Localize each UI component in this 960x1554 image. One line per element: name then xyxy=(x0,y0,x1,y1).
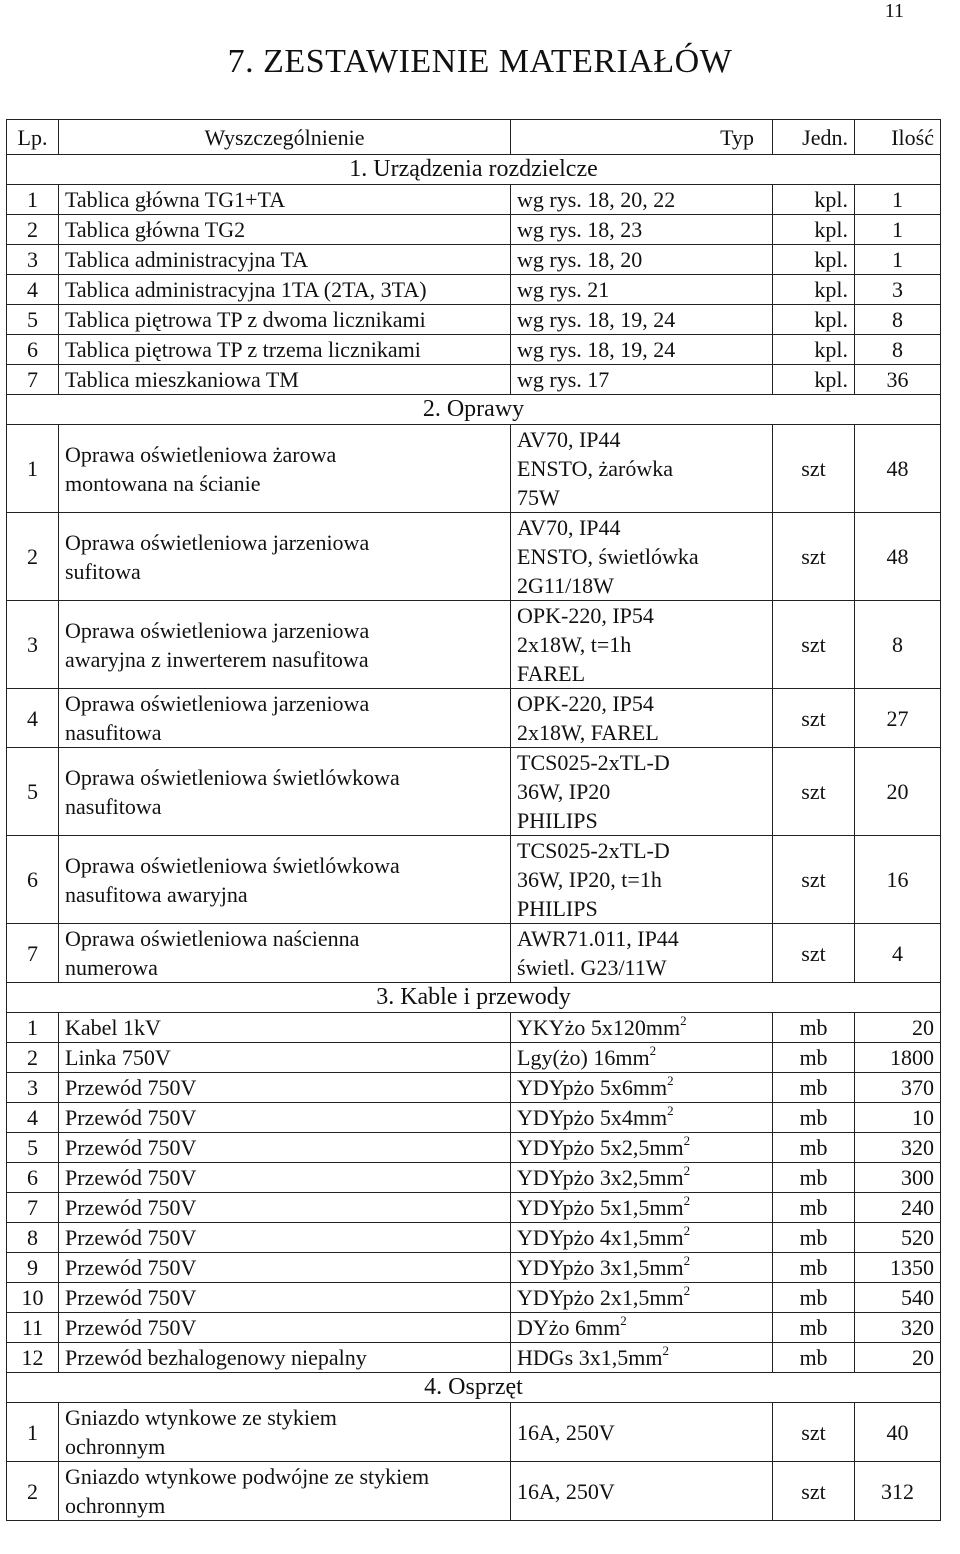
cell-lp: 3 xyxy=(7,601,59,689)
section-title: 4. Osprzęt xyxy=(7,1373,941,1403)
cell-type-superscript: 2 xyxy=(683,1133,691,1148)
header-lp: Lp. xyxy=(7,120,59,155)
cell-unit: mb xyxy=(773,1253,855,1283)
cell-type: wg rys. 18, 23 xyxy=(511,215,773,245)
cell-type-line: ENSTO, żarówka xyxy=(517,456,673,481)
cell-type-superscript: 2 xyxy=(683,1223,691,1238)
section-header-row xyxy=(7,395,941,425)
table-row xyxy=(7,1403,941,1462)
cell-type-line: PHILIPS xyxy=(517,808,598,833)
cell-type-line: ENSTO, świetlówka xyxy=(517,544,699,569)
cell-name-line: Oprawa oświetleniowa świetlówkowa xyxy=(65,764,400,790)
cell-type xyxy=(511,1073,773,1103)
cell-qty: 8 xyxy=(855,335,941,365)
cell-qty: 520 xyxy=(855,1223,941,1253)
table-row xyxy=(7,924,941,983)
cell-type-text: DYżo 6mm xyxy=(517,1315,621,1340)
cell-name: Przewód 750V xyxy=(59,1253,511,1283)
cell-name-line: numerowa xyxy=(65,955,158,980)
cell-type xyxy=(511,513,773,601)
cell-unit: mb xyxy=(773,1313,855,1343)
cell-unit: mb xyxy=(773,1163,855,1193)
cell-unit: kpl. xyxy=(773,245,855,275)
cell-name-line: Oprawa oświetleniowa świetlówkowa xyxy=(65,852,400,878)
cell-qty: 1 xyxy=(855,215,941,245)
cell-type xyxy=(511,748,773,836)
table-row xyxy=(7,185,941,215)
cell-type-text: YDYpżo 2x1,5mm xyxy=(517,1285,684,1310)
cell-type xyxy=(511,1013,773,1043)
cell-type xyxy=(511,1343,773,1373)
cell-name-line: Gniazdo wtynkowe podwójne ze stykiem xyxy=(65,1464,430,1489)
cell-name: Tablica główna TG1+TA xyxy=(59,185,511,215)
cell-type-text: YDYpżo 3x2,5mm xyxy=(517,1165,684,1190)
cell-lp: 7 xyxy=(7,924,59,983)
table-row xyxy=(7,215,941,245)
cell-type xyxy=(511,425,773,513)
cell-qty: 1800 xyxy=(855,1043,941,1073)
cell-name xyxy=(59,513,511,601)
cell-type xyxy=(511,1133,773,1163)
cell-name xyxy=(59,601,511,689)
cell-name: Przewód bezhalogenowy niepalny xyxy=(59,1343,511,1373)
cell-unit: mb xyxy=(773,1103,855,1133)
table-row xyxy=(7,1283,941,1313)
header-name: Wyszczególnienie xyxy=(59,120,511,155)
cell-type-line: świetl. G23/11W xyxy=(517,955,667,980)
cell-qty: 20 xyxy=(855,1013,941,1043)
cell-qty: 300 xyxy=(855,1163,941,1193)
cell-unit: kpl. xyxy=(773,185,855,215)
table-row xyxy=(7,513,941,601)
cell-type-superscript: 2 xyxy=(620,1313,627,1328)
cell-lp: 1 xyxy=(7,185,59,215)
cell-type xyxy=(511,1193,773,1223)
cell-unit: mb xyxy=(773,1193,855,1223)
cell-qty: 8 xyxy=(855,305,941,335)
cell-type: wg rys. 17 xyxy=(511,365,773,395)
cell-type-text: YDYpżo 4x1,5mm xyxy=(517,1225,684,1250)
cell-unit: mb xyxy=(773,1283,855,1313)
cell-type-line: 2G11/18W xyxy=(517,573,614,598)
cell-lp: 4 xyxy=(7,1103,59,1133)
cell-type-superscript: 2 xyxy=(667,1103,674,1118)
table-row xyxy=(7,245,941,275)
cell-name: Linka 750V xyxy=(59,1043,511,1073)
cell-unit: mb xyxy=(773,1043,855,1073)
cell-unit: szt xyxy=(773,1403,855,1462)
table-row xyxy=(7,1043,941,1073)
table-row xyxy=(7,1103,941,1133)
cell-qty: 20 xyxy=(855,748,941,836)
cell-type-line: AV70, IP44 xyxy=(517,515,621,540)
cell-type-line: TCS025-2xTL-D xyxy=(517,838,670,863)
cell-type-text: YDYpżo 5x1,5mm xyxy=(517,1195,684,1220)
cell-qty: 20 xyxy=(855,1343,941,1373)
cell-qty: 10 xyxy=(855,1103,941,1133)
cell-unit: kpl. xyxy=(773,305,855,335)
header-qty: Ilość xyxy=(855,120,941,155)
table-row xyxy=(7,1163,941,1193)
cell-type-line: OPK-220, IP54 xyxy=(517,603,654,628)
cell-unit: mb xyxy=(773,1073,855,1103)
cell-qty: 48 xyxy=(855,425,941,513)
section-title: 3. Kable i przewody xyxy=(7,983,941,1013)
cell-name: Przewód 750V xyxy=(59,1193,511,1223)
table-row xyxy=(7,425,941,513)
table-row xyxy=(7,335,941,365)
cell-unit: mb xyxy=(773,1133,855,1163)
cell-unit: kpl. xyxy=(773,365,855,395)
cell-type: 16A, 250V xyxy=(511,1462,773,1521)
cell-qty: 8 xyxy=(855,601,941,689)
table-row xyxy=(7,365,941,395)
cell-name-line: Oprawa oświetleniowa żarowa xyxy=(65,441,337,467)
cell-type: wg rys. 18, 19, 24 xyxy=(511,335,773,365)
table-row xyxy=(7,275,941,305)
header-type: Typ xyxy=(511,120,773,155)
cell-lp: 2 xyxy=(7,513,59,601)
cell-type-line: AWR71.011, IP44 xyxy=(517,926,679,951)
cell-qty: 16 xyxy=(855,836,941,924)
cell-name: Przewód 750V xyxy=(59,1283,511,1313)
table-row xyxy=(7,1313,941,1343)
cell-lp: 2 xyxy=(7,215,59,245)
cell-name: Przewód 750V xyxy=(59,1313,511,1343)
cell-type-superscript: 2 xyxy=(683,1163,691,1178)
cell-type-text: YDYpżo 5x4mm xyxy=(517,1105,668,1130)
cell-type-line: 2x18W, FAREL xyxy=(517,720,659,745)
cell-name: Przewód 750V xyxy=(59,1133,511,1163)
cell-name: Tablica administracyjna TA xyxy=(59,245,511,275)
table-row xyxy=(7,836,941,924)
table-row xyxy=(7,1253,941,1283)
cell-name xyxy=(59,924,511,983)
page-number: 11 xyxy=(884,0,904,22)
cell-unit: szt xyxy=(773,513,855,601)
cell-type-line: PHILIPS xyxy=(517,896,598,921)
cell-type-line: AV70, IP44 xyxy=(517,427,621,452)
cell-qty: 1350 xyxy=(855,1253,941,1283)
cell-type-line: 75W xyxy=(517,485,560,510)
cell-name-line: Oprawa oświetleniowa jarzeniowa xyxy=(65,529,370,555)
cell-type: wg rys. 18, 19, 24 xyxy=(511,305,773,335)
cell-type-line: 36W, IP20, t=1h xyxy=(517,867,662,892)
cell-lp: 4 xyxy=(7,275,59,305)
cell-type-text: Lgy(żo) 16mm xyxy=(517,1045,650,1070)
cell-name-line: Gniazdo wtynkowe ze stykiem xyxy=(65,1405,337,1430)
section-header-row xyxy=(7,155,941,185)
cell-lp: 6 xyxy=(7,335,59,365)
cell-name: Przewód 750V xyxy=(59,1223,511,1253)
cell-type: wg rys. 18, 20 xyxy=(511,245,773,275)
table-row xyxy=(7,305,941,335)
cell-lp: 12 xyxy=(7,1343,59,1373)
cell-lp: 11 xyxy=(7,1313,59,1343)
table-row xyxy=(7,1343,941,1373)
cell-name-line: Oprawa oświetleniowa jarzeniowa xyxy=(65,691,370,716)
section-title: 1. Urządzenia rozdzielcze xyxy=(7,155,941,185)
table-row xyxy=(7,1193,941,1223)
cell-name xyxy=(59,425,511,513)
cell-qty: 240 xyxy=(855,1193,941,1223)
cell-lp: 8 xyxy=(7,1223,59,1253)
cell-type-line: OPK-220, IP54 xyxy=(517,691,654,716)
cell-lp: 5 xyxy=(7,305,59,335)
cell-type: 16A, 250V xyxy=(511,1403,773,1462)
cell-name-line: nasufitowa xyxy=(65,720,162,745)
table-row xyxy=(7,1073,941,1103)
section-header-row xyxy=(7,1373,941,1403)
cell-unit: szt xyxy=(773,748,855,836)
cell-name xyxy=(59,836,511,924)
cell-unit: kpl. xyxy=(773,335,855,365)
cell-qty: 312 xyxy=(855,1462,941,1521)
cell-name-line: nasufitowa awaryjna xyxy=(65,881,248,907)
cell-lp: 6 xyxy=(7,836,59,924)
cell-unit: szt xyxy=(773,689,855,748)
header-unit: Jedn. xyxy=(773,120,855,155)
cell-name-line: awaryjna z inwerterem nasufitowa xyxy=(65,646,369,672)
cell-type xyxy=(511,836,773,924)
cell-qty: 4 xyxy=(855,924,941,983)
cell-type xyxy=(511,1223,773,1253)
cell-type-superscript: 2 xyxy=(683,1193,691,1208)
cell-qty: 27 xyxy=(855,689,941,748)
section-header-row xyxy=(7,983,941,1013)
cell-type xyxy=(511,1163,773,1193)
cell-lp: 6 xyxy=(7,1163,59,1193)
cell-name xyxy=(59,689,511,748)
cell-unit: mb xyxy=(773,1223,855,1253)
cell-unit: mb xyxy=(773,1343,855,1373)
table-row xyxy=(7,689,941,748)
cell-name: Przewód 750V xyxy=(59,1163,511,1193)
cell-qty: 48 xyxy=(855,513,941,601)
cell-name: Tablica mieszkaniowa TM xyxy=(59,365,511,395)
cell-lp: 4 xyxy=(7,689,59,748)
cell-lp: 1 xyxy=(7,425,59,513)
cell-lp: 2 xyxy=(7,1043,59,1073)
cell-name: Tablica administracyjna 1TA (2TA, 3TA) xyxy=(59,275,511,305)
cell-type-superscript: 2 xyxy=(680,1013,687,1028)
cell-type xyxy=(511,1313,773,1343)
cell-name: Tablica piętrowa TP z trzema licznikami xyxy=(59,335,511,365)
cell-type xyxy=(511,1103,773,1133)
cell-type-text: YDYpżo 5x2,5mm xyxy=(517,1135,684,1160)
cell-type xyxy=(511,601,773,689)
cell-lp: 5 xyxy=(7,748,59,836)
cell-name-line: ochronnym xyxy=(65,1493,166,1518)
cell-name: Przewód 750V xyxy=(59,1073,511,1103)
cell-unit: kpl. xyxy=(773,215,855,245)
cell-lp: 9 xyxy=(7,1253,59,1283)
cell-type-text: YDYpżo 5x6mm xyxy=(517,1075,668,1100)
cell-lp: 1 xyxy=(7,1013,59,1043)
cell-lp: 7 xyxy=(7,365,59,395)
cell-type xyxy=(511,1043,773,1073)
cell-type-superscript: 2 xyxy=(649,1043,657,1058)
cell-name-line: nasufitowa xyxy=(65,793,162,819)
cell-name: Kabel 1kV xyxy=(59,1013,511,1043)
cell-unit: mb xyxy=(773,1013,855,1043)
materials-table xyxy=(6,119,941,1521)
cell-type-superscript: 2 xyxy=(683,1283,691,1298)
cell-qty: 370 xyxy=(855,1073,941,1103)
cell-name-line: Oprawa oświetleniowa naścienna xyxy=(65,926,360,951)
cell-type-text: YDYpżo 3x1,5mm xyxy=(517,1255,684,1280)
table-row xyxy=(7,601,941,689)
cell-qty: 3 xyxy=(855,275,941,305)
cell-qty: 320 xyxy=(855,1133,941,1163)
cell-unit: szt xyxy=(773,924,855,983)
section-title: 2. Oprawy xyxy=(7,395,941,425)
table-row xyxy=(7,1133,941,1163)
table-row xyxy=(7,1223,941,1253)
cell-type-superscript: 2 xyxy=(662,1343,669,1358)
cell-name-line: Oprawa oświetleniowa jarzeniowa xyxy=(65,617,370,643)
cell-unit: szt xyxy=(773,601,855,689)
cell-qty: 40 xyxy=(855,1403,941,1462)
cell-lp: 5 xyxy=(7,1133,59,1163)
cell-type xyxy=(511,924,773,983)
table-row xyxy=(7,748,941,836)
cell-type xyxy=(511,689,773,748)
cell-lp: 3 xyxy=(7,245,59,275)
cell-unit: szt xyxy=(773,425,855,513)
cell-unit: kpl. xyxy=(773,275,855,305)
cell-lp: 10 xyxy=(7,1283,59,1313)
cell-name: Tablica piętrowa TP z dwoma licznikami xyxy=(59,305,511,335)
cell-type: wg rys. 21 xyxy=(511,275,773,305)
table-row xyxy=(7,1462,941,1521)
cell-unit: szt xyxy=(773,836,855,924)
cell-lp: 7 xyxy=(7,1193,59,1223)
cell-qty: 36 xyxy=(855,365,941,395)
cell-type-line: 2x18W, t=1h xyxy=(517,632,632,657)
cell-type-line: 36W, IP20 xyxy=(517,779,611,804)
cell-name-line: ochronnym xyxy=(65,1434,166,1459)
cell-qty: 1 xyxy=(855,185,941,215)
cell-type-superscript: 2 xyxy=(683,1253,691,1268)
cell-name xyxy=(59,1403,511,1462)
cell-name xyxy=(59,1462,511,1521)
cell-type-text: YKYżo 5x120mm xyxy=(517,1015,681,1040)
cell-unit: szt xyxy=(773,1462,855,1521)
cell-qty: 1 xyxy=(855,245,941,275)
cell-qty: 320 xyxy=(855,1313,941,1343)
cell-qty: 540 xyxy=(855,1283,941,1313)
cell-lp: 1 xyxy=(7,1403,59,1462)
cell-type-superscript: 2 xyxy=(667,1073,674,1088)
cell-name-line: montowana na ścianie xyxy=(65,470,261,496)
cell-type-text: HDGs 3x1,5mm xyxy=(517,1345,663,1370)
cell-lp: 3 xyxy=(7,1073,59,1103)
cell-lp: 2 xyxy=(7,1462,59,1521)
cell-name: Tablica główna TG2 xyxy=(59,215,511,245)
cell-type xyxy=(511,1283,773,1313)
cell-name-line: sufitowa xyxy=(65,558,141,584)
document-title: 7. ZESTAWIENIE MATERIAŁÓW xyxy=(227,43,733,80)
cell-type-line: FAREL xyxy=(517,661,586,686)
cell-name: Przewód 750V xyxy=(59,1103,511,1133)
table-row xyxy=(7,1013,941,1043)
cell-type xyxy=(511,1253,773,1283)
table-header-row xyxy=(7,120,941,155)
cell-type-line: TCS025-2xTL-D xyxy=(517,750,670,775)
cell-type: wg rys. 18, 20, 22 xyxy=(511,185,773,215)
cell-name xyxy=(59,748,511,836)
